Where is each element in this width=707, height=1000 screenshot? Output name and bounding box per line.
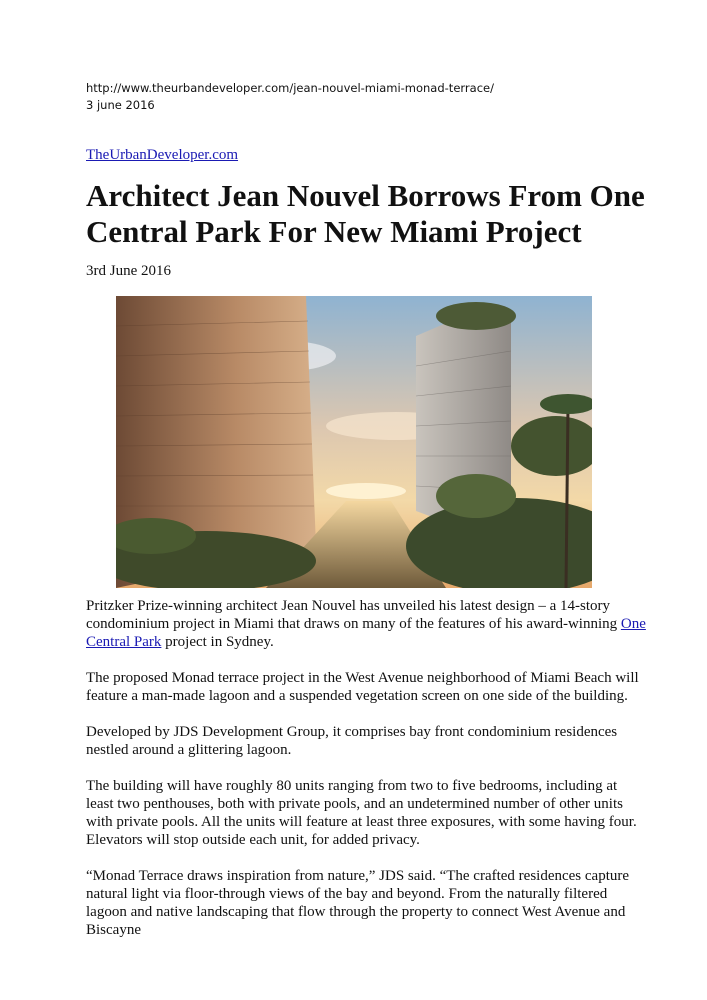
article-body <box>86 597 646 957</box>
paragraph-1 <box>86 597 646 651</box>
photo-rendering <box>116 296 592 588</box>
paragraph-3: Developed by JDS Development Group, it comprises bay front condominium residences nestled around a glittering lagoon. <box>86 724 618 758</box>
source-link[interactable]: TheUrbanDeveloper.com <box>86 147 239 163</box>
paragraph-2: The proposed Monad terrace project in the West Avenue neighborhood of Miami Beach will feature a man-made lagoon and a suspended vegetation screen on one side of the building. <box>86 670 639 704</box>
paragraph-4: The building will have roughly 80 units ranging from two to five bedrooms, including at least two penthouses, both with private pools, and an undetermined number of other units with private pools. All the units will feature at least three exposures, with some having four. Elevators will stop outside each unit, for added privacy. <box>86 778 637 848</box>
page-header <box>86 80 494 114</box>
paragraph-5: “Monad Terrace draws inspiration from nature,” JDS said. “The crafted residences capture natural light via floor-through views of the bay and beyond. From the naturally filtered lagoon and native landscaping that flow through the property to connect West Avenue and Biscayne <box>86 868 630 938</box>
article-title: Architect Jean Nouvel Borrows From One Central Park For New Miami Project <box>86 178 645 249</box>
paragraph-1-text: Pritzker Prize-winning architect Jean Nouvel has unveiled his latest design – a 14-story condominium project in Miami that draws on many of the features of his award-winning <box>86 598 621 632</box>
paragraph-1-text-end: project in Sydney. <box>161 634 274 650</box>
article-photo <box>116 296 592 588</box>
one-central-park-link[interactable]: One Central Park <box>86 616 646 650</box>
capture-date: 3 june 2016 <box>86 98 155 112</box>
article-date: 3rd June 2016 <box>86 263 171 279</box>
source-url: http://www.theurbandeveloper.com/jean-nouvel-miami-monad-terrace/ <box>86 81 494 95</box>
